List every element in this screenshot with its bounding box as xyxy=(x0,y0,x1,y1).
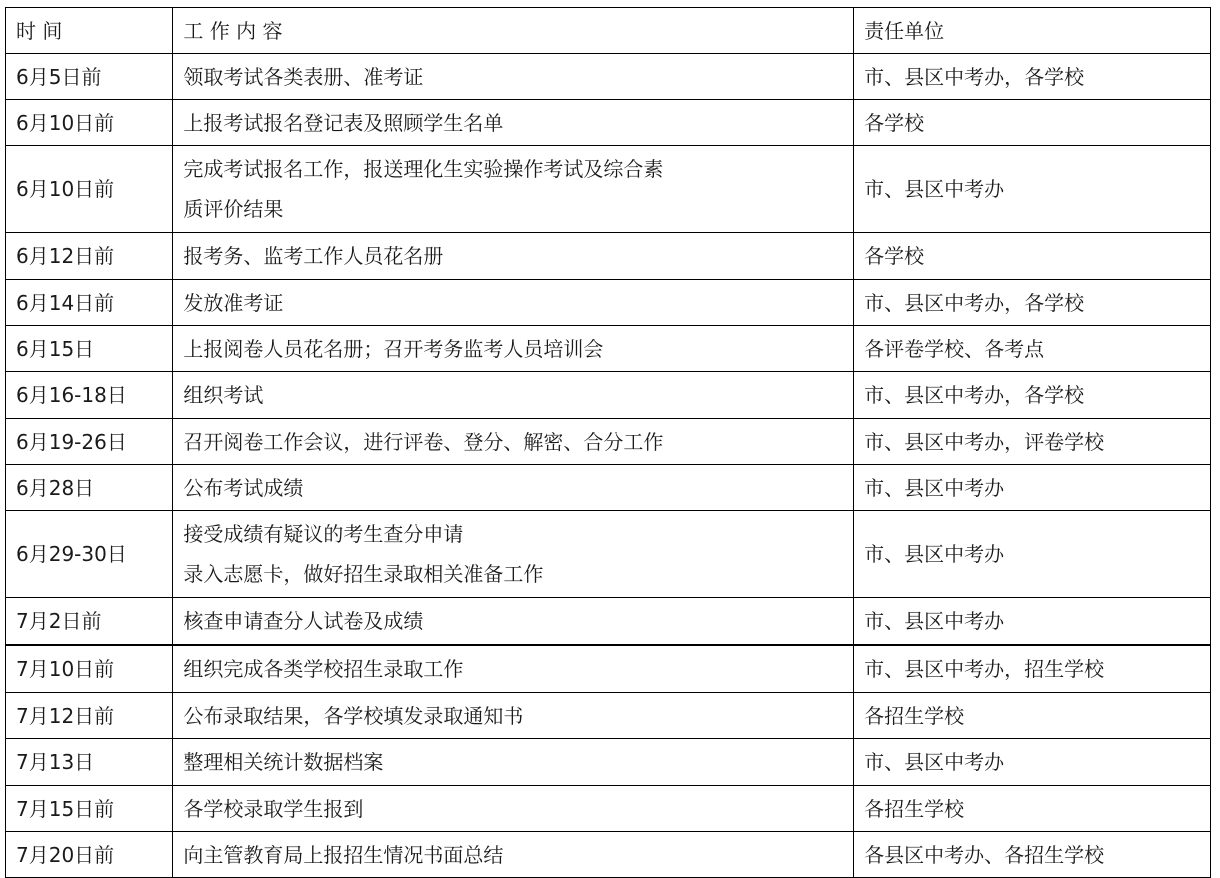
cell-time: 6月15日 xyxy=(6,326,173,372)
table-row xyxy=(6,739,1211,786)
cell-unit: 市、县区中考办 xyxy=(854,739,1211,786)
cell-unit: 各招生学校 xyxy=(854,693,1211,739)
table-row xyxy=(6,832,1211,878)
table-row xyxy=(6,419,1211,465)
cell-content xyxy=(173,786,854,832)
content-line: 接受成绩有疑议的考生查分申请 xyxy=(183,522,464,546)
cell-time: 7月20日前 xyxy=(6,832,173,878)
content-line: 召开阅卷工作会议，进行评卷、登分、解密、合分工作 xyxy=(183,429,664,454)
cell-content xyxy=(173,832,854,878)
cell-unit: 各评卷学校、各考点 xyxy=(854,326,1211,372)
header-time: 时 间 xyxy=(6,8,173,54)
cell-unit: 各县区中考办、各招生学校 xyxy=(854,832,1211,878)
cell-time: 6月19-26日 xyxy=(6,419,173,465)
header-unit: 责任单位 xyxy=(854,8,1211,54)
content-line: 组织完成各类学校招生录取工作 xyxy=(183,657,464,681)
cell-unit: 市、县区中考办 xyxy=(854,465,1211,511)
cell-unit: 市、县区中考办 xyxy=(854,598,1211,646)
table-row xyxy=(6,645,1211,693)
cell-unit: 各学校 xyxy=(854,100,1211,146)
content-line: 公布录取结果，各学校填发录取通知书 xyxy=(183,703,524,728)
content-line: 整理相关统计数据档案 xyxy=(183,750,384,774)
table-row xyxy=(6,146,1211,233)
cell-time: 6月29-30日 xyxy=(6,511,173,598)
cell-content xyxy=(173,693,854,739)
content-line: 向主管教育局上报招生情况书面总结 xyxy=(183,842,504,867)
cell-time: 6月16-18日 xyxy=(6,372,173,419)
cell-content xyxy=(173,598,854,646)
content-line: 上报考试报名登记表及照顾学生名单 xyxy=(183,110,504,135)
cell-time: 7月2日前 xyxy=(6,598,173,646)
content-line: 组织考试 xyxy=(183,383,264,407)
cell-content xyxy=(173,54,854,100)
cell-content xyxy=(173,419,854,465)
content-line: 领取考试各类表册、准考证 xyxy=(183,64,424,89)
cell-unit: 市、县区中考办，评卷学校 xyxy=(854,419,1211,465)
cell-unit: 市、县区中考办，各学校 xyxy=(854,54,1211,100)
cell-content xyxy=(173,511,854,598)
content-line: 录入志愿卡，做好招生录取相关准备工作 xyxy=(183,562,544,586)
cell-time: 6月12日前 xyxy=(6,233,173,280)
table-row xyxy=(6,54,1211,100)
cell-unit: 各招生学校 xyxy=(854,786,1211,832)
cell-content xyxy=(173,280,854,326)
table-row xyxy=(6,326,1211,372)
content-line: 发放准考证 xyxy=(183,290,284,315)
content-line: 报考务、监考工作人员花名册 xyxy=(183,244,444,268)
table-row xyxy=(6,233,1211,280)
cell-time: 7月13日 xyxy=(6,739,173,786)
content-line: 完成考试报名工作，报送理化生实验操作考试及综合素 xyxy=(183,157,664,181)
cell-unit: 市、县区中考办，各学校 xyxy=(854,280,1211,326)
cell-time: 7月10日前 xyxy=(6,645,173,693)
cell-unit: 市、县区中考办，各学校 xyxy=(854,372,1211,419)
header-content: 工 作 内 容 xyxy=(173,8,854,54)
cell-content xyxy=(173,146,854,233)
content-line: 公布考试成绩 xyxy=(183,475,304,500)
content-line: 上报阅卷人员花名册；召开考务监考人员培训会 xyxy=(183,336,604,361)
cell-time: 6月10日前 xyxy=(6,100,173,146)
table-row xyxy=(6,280,1211,326)
cell-unit: 各学校 xyxy=(854,233,1211,280)
cell-unit: 市、县区中考办 xyxy=(854,511,1211,598)
cell-time: 7月12日前 xyxy=(6,693,173,739)
table-row xyxy=(6,598,1211,646)
table-row xyxy=(6,786,1211,832)
table-row xyxy=(6,465,1211,511)
table-row xyxy=(6,100,1211,146)
cell-time: 7月15日前 xyxy=(6,786,173,832)
cell-content xyxy=(173,100,854,146)
cell-time: 6月10日前 xyxy=(6,146,173,233)
cell-content xyxy=(173,233,854,280)
cell-content xyxy=(173,372,854,419)
cell-content xyxy=(173,645,854,693)
content-line: 核查申请查分人试卷及成绩 xyxy=(183,609,424,633)
content-line: 各学校录取学生报到 xyxy=(183,796,364,821)
content-line: 质评价结果 xyxy=(183,197,284,221)
table-row xyxy=(6,511,1211,598)
table-row xyxy=(6,693,1211,739)
cell-time: 6月14日前 xyxy=(6,280,173,326)
cell-content xyxy=(173,739,854,786)
cell-content xyxy=(173,326,854,372)
cell-unit: 市、县区中考办 xyxy=(854,146,1211,233)
cell-content xyxy=(173,465,854,511)
cell-time: 6月5日前 xyxy=(6,54,173,100)
table-row xyxy=(6,372,1211,419)
cell-time: 6月28日 xyxy=(6,465,173,511)
cell-unit: 市、县区中考办，招生学校 xyxy=(854,645,1211,693)
schedule-table xyxy=(5,7,1211,878)
table-header-row xyxy=(6,8,1211,54)
